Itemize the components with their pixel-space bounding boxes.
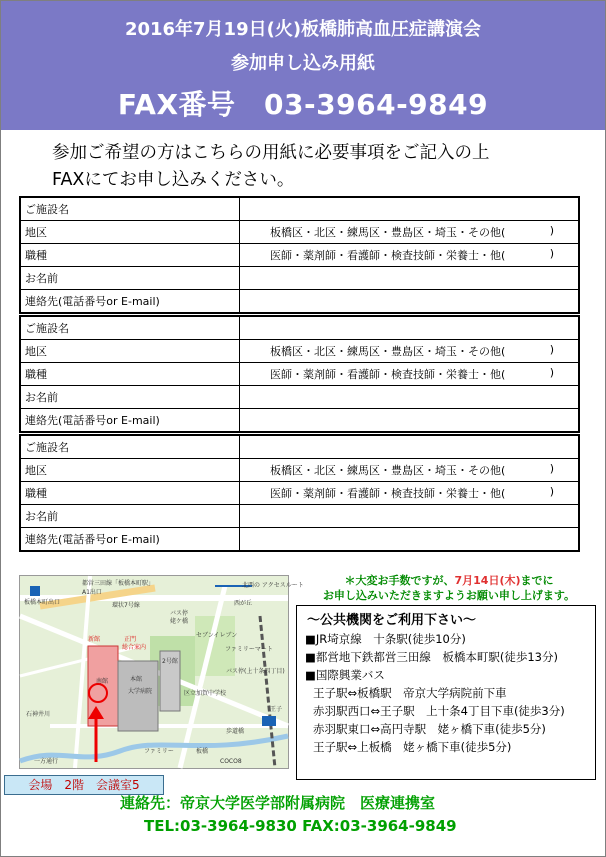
intro-line-1: 参加ご希望の方はこちらの用紙に必要事項をご記入の上: [52, 143, 490, 163]
table-row: [20, 363, 579, 386]
table-row: [20, 316, 579, 340]
job-label: 職種: [20, 244, 240, 267]
transit-line: 赤羽駅西口⇔王子駅 上十条4丁目下車(徒歩3分): [313, 704, 565, 718]
area-label: 地区: [20, 340, 240, 363]
deadline-line-1: [300, 573, 598, 588]
area-options: 板橋区・北区・練馬区・豊島区・埼玉・その他(: [270, 345, 506, 358]
facility-field[interactable]: [240, 316, 580, 340]
intro-line-2: FAXにてお申し込みください。: [52, 170, 295, 190]
area-field[interactable]: [240, 459, 580, 482]
table-row: [20, 386, 579, 409]
area-field[interactable]: [240, 340, 580, 363]
name-field[interactable]: [240, 386, 580, 409]
table-row: [20, 221, 579, 244]
job-field[interactable]: [240, 482, 580, 505]
registration-block-2: [19, 315, 580, 433]
deadline-note: [300, 573, 598, 603]
map-label: 北西の アクセスルート: [242, 582, 304, 589]
contact-label: 連絡先(電話番号or E-mail): [20, 290, 240, 314]
job-label: 職種: [20, 482, 240, 505]
job-options: 医師・薬剤師・看護師・検査技師・栄養士・他(: [270, 368, 506, 381]
map-label: バス停: [170, 610, 189, 617]
map-label: 区立加賀中学校: [184, 690, 227, 697]
transit-title: ～公共機関をご利用下さい～: [307, 613, 477, 628]
job-label: 職種: [20, 363, 240, 386]
map-label: 姥ケ橋: [170, 618, 189, 625]
contact-department: 連絡先：帝京大学医学部附属病院 医療連携室: [120, 794, 436, 812]
deadline-suffix: までに: [520, 574, 554, 587]
form-title: 参加申し込み用紙: [231, 53, 375, 74]
table-row: [20, 459, 579, 482]
close-paren: ): [549, 462, 554, 475]
name-field[interactable]: [240, 505, 580, 528]
area-label: 地区: [20, 459, 240, 482]
map-label: 王子: [270, 706, 283, 713]
contact-phone-fax: TEL:03-3964-9830 FAX:03-3964-9849: [144, 817, 457, 835]
transit-line: ■JR埼京線 十条駅(徒歩10分): [305, 632, 466, 646]
table-row: [20, 340, 579, 363]
facility-label: ご施設名: [20, 435, 240, 459]
map-label: セブンイレブン: [196, 632, 238, 639]
table-row: [20, 290, 579, 314]
map-label: 西が丘: [234, 600, 253, 607]
area-options: 板橋区・北区・練馬区・豊島区・埼玉・その他(: [270, 464, 506, 477]
facility-field[interactable]: [240, 435, 580, 459]
table-row: [20, 197, 579, 221]
transit-line: ■都営地下鉄都営三田線 板橋本町駅(徒歩13分): [305, 650, 558, 664]
name-label: お名前: [20, 505, 240, 528]
map-label: 2号館: [162, 658, 178, 665]
venue-label: 会場 2階 会議室5: [4, 775, 164, 795]
transit-line: 赤羽駅東口⇔高円寺駅 姥ヶ橋下車(徒歩5分): [313, 722, 546, 736]
contact-field[interactable]: [240, 528, 580, 552]
job-options: 医師・薬剤師・看護師・検査技師・栄養士・他(: [270, 487, 506, 500]
map-label: 本館: [130, 676, 143, 683]
close-paren: ): [549, 485, 554, 498]
facility-label: ご施設名: [20, 197, 240, 221]
table-row: [20, 435, 579, 459]
transit-line: 王子駅⇔上板橋 姥ヶ橋下車(徒歩5分): [313, 740, 512, 754]
map-label: 正門: [124, 636, 137, 643]
access-map: [19, 575, 304, 769]
map-label: 板橋本町出口: [24, 599, 61, 606]
close-paren: ): [549, 247, 554, 260]
close-paren: ): [549, 366, 554, 379]
event-title: 2016年7月19日(火)板橋肺高血圧症講演会: [124, 19, 482, 40]
transit-line: ■国際興業バス: [305, 668, 385, 682]
table-row: [20, 244, 579, 267]
name-field[interactable]: [240, 267, 580, 290]
registration-block-1: [19, 196, 580, 314]
table-row: [20, 267, 579, 290]
header-banner: [1, 1, 605, 130]
map-label: 大学病院: [128, 688, 153, 695]
transit-line: 王子駅⇔板橋駅 帝京大学病院前下車: [313, 686, 507, 700]
map-label: 新館: [88, 636, 101, 643]
map-label: ファミリーマート: [225, 646, 273, 653]
close-paren: ): [549, 343, 554, 356]
deadline-line-2: お申し込みいただきますようお願い申し上げます。: [322, 589, 576, 602]
close-paren: ): [549, 224, 554, 237]
job-options: 医師・薬剤師・看護師・検査技師・栄養士・他(: [270, 249, 506, 262]
contact-label: 連絡先(電話番号or E-mail): [20, 409, 240, 433]
map-label: A1出口: [82, 589, 102, 596]
contact-field[interactable]: [240, 290, 580, 314]
map-label: COCO8: [220, 758, 242, 765]
fax-number-heading: FAX番号 03-3964-9849: [117, 88, 489, 121]
table-row: [20, 482, 579, 505]
map-label: 総合案内: [122, 644, 147, 651]
map-label: バス停(上十条四丁目): [226, 668, 285, 675]
deadline-date: 7月14日(木): [454, 574, 521, 587]
map-label: 石神井川: [26, 711, 51, 718]
table-row: [20, 505, 579, 528]
map-label: 南館: [96, 678, 109, 685]
registration-block-3: [19, 434, 580, 552]
map-label: 歩道橋: [226, 728, 245, 735]
job-field[interactable]: [240, 244, 580, 267]
contact-field[interactable]: [240, 409, 580, 433]
facility-field[interactable]: [240, 197, 580, 221]
transit-box: [296, 605, 596, 780]
map-label: 一方通行: [34, 758, 59, 765]
area-options: 板橋区・北区・練馬区・豊島区・埼玉・その他(: [270, 226, 506, 239]
table-row: [20, 528, 579, 552]
facility-label: ご施設名: [20, 316, 240, 340]
map-label: ファミリー: [144, 748, 174, 755]
map-label: 環状7号線: [112, 602, 140, 609]
map-label: 板橋: [196, 748, 209, 755]
job-field[interactable]: [240, 363, 580, 386]
area-field[interactable]: [240, 221, 580, 244]
deadline-prefix: ＊大変お手数ですが、: [344, 574, 455, 587]
area-label: 地区: [20, 221, 240, 244]
table-row: [20, 409, 579, 433]
intro-text: [52, 140, 490, 194]
contact-label: 連絡先(電話番号or E-mail): [20, 528, 240, 552]
name-label: お名前: [20, 267, 240, 290]
name-label: お名前: [20, 386, 240, 409]
map-label: 都営三田線「板橋本町駅」: [82, 580, 155, 587]
